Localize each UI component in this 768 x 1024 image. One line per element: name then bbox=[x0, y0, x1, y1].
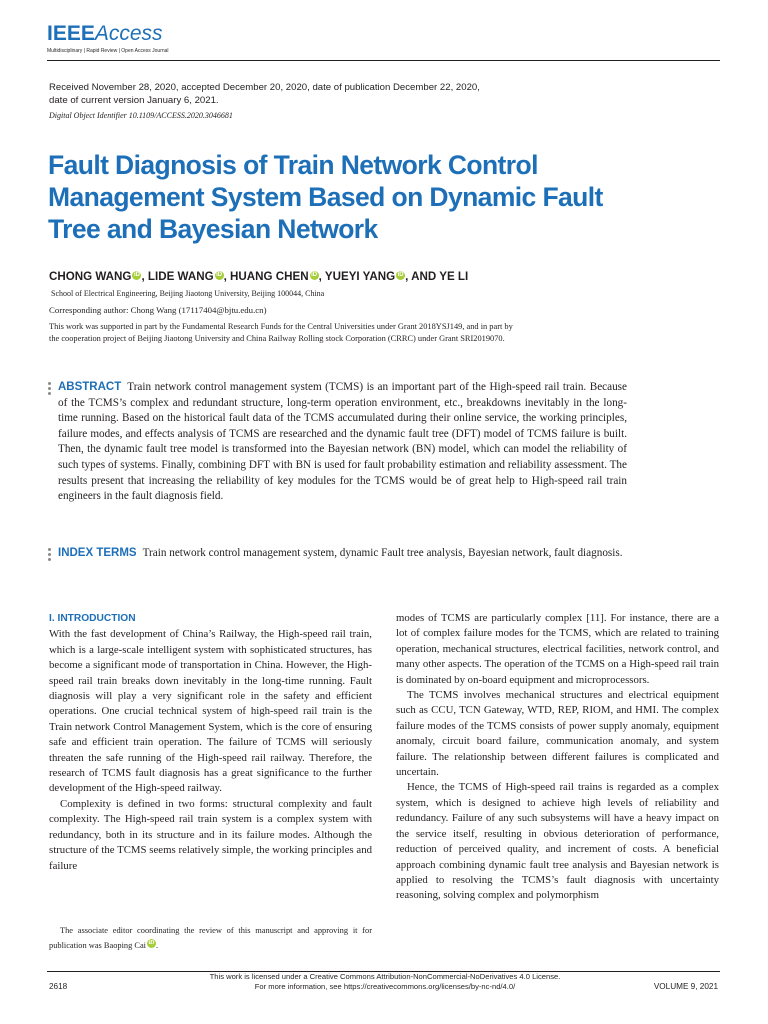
abstract-marker bbox=[48, 382, 51, 397]
license-notice bbox=[150, 972, 620, 991]
author-name: , HUANG CHEN bbox=[223, 270, 309, 283]
paragraph: modes of TCMS are particularly complex [11]. For instance, there are a lot of complex failure modes for the TCMS, which are related to training operation, mechanical structures, electrical facilities, network control, and many other aspects. The operation of the TCMS on a High-speed rail train is dominated by on-board equipment and microprocessors. bbox=[396, 612, 719, 686]
journal-logo bbox=[47, 22, 187, 58]
logo-tagline: Multidisciplinary | Rapid Review | Open Access Journal bbox=[47, 48, 169, 54]
paragraph: With the fast development of China’s Railway, the High-speed rail train, which is a large-scale intelligent system with sophisticated structures, has become a significant mode of transportation in China. However, the High-speed rail train breaks down inevitably in the long-time running. Fault diagnosis will play a very significant role in the safety and efficient operations. One crucial technical system of high-speed rail train is the Train network Control Management System, which is the core of ensuring safe and efficient train operation. The failure of TCMS will seriously threaten the safe running of the High-speed rail railway. Therefore, the research of TCMS fault diagnosis has a great significance to the further development of the High-speed railway. bbox=[49, 628, 372, 795]
index-terms-label: INDEX TERMS bbox=[58, 547, 137, 559]
footnote-end: . bbox=[156, 940, 159, 950]
orcid-icon[interactable]: iD bbox=[133, 272, 140, 278]
logo-ieee-text: IEEE bbox=[47, 22, 95, 45]
footnote-text: The associate editor coordinating the review of this manuscript and approving it for publication was Baoping Cai bbox=[49, 926, 372, 950]
title-line-1: Fault Diagnosis of Train Network Control bbox=[48, 150, 538, 180]
logo-access-text: Access bbox=[94, 22, 163, 45]
index-terms-text: Train network control management system, dynamic Fault tree analysis, Bayesian network, fault diagnosis. bbox=[142, 547, 623, 559]
funding-line-2: the cooperation project of Beijing Jiaotong University and China Railway Rolling stock Corporation (CRRC) under Grant SRI2019070. bbox=[49, 333, 505, 343]
orcid-icon[interactable]: iD bbox=[216, 272, 223, 278]
funding-note bbox=[49, 321, 649, 344]
license-line-1: This work is licensed under a Creative Commons Attribution-NonCommercial-NoDerivatives 4.0 License. bbox=[209, 972, 561, 981]
paragraph: Hence, the TCMS of High-speed rail trains is regarded as a complex system, which is designed to achieve high levels of reliability and redundancy. Failure of any such subsystems will have a heavy impact on the service itself, resulting in obvious deterioration of performance, reduction of perceived quality, and increment of costs. A beneficial approach combining dynamic fault tree analysis and Bayesian network is applied to resolving the TCMS’s fault diagnosis with uncertainty reasoning, solving complex and polymorphism bbox=[396, 781, 719, 902]
abstract-text: Train network control management system (TCMS) is an important part of the High-speed rail train. Because of the TCMS’s complex and redundant structure, long-term operation environment, etc., breakdowns inevitably in the long-time running. Based on the historical fault data of the TCMS accumulated during their online service, the working principles, failure modes, and effects analysis of TCMS are researched and the dynamic fault tree (DFT) model of TCMS failure is built. Then, the dynamic fault tree model is transformed into the Bayesian network (BN) model, which can model the reliability of such types of systems. Finally, combining DFT with BN is used for fault probability estimation and reliability assessment. The results present that increasing the reliability of key modules for the TCMS would be of great help to High-speed rail train engineers in the fault diagnosis field. bbox=[58, 381, 627, 503]
title-line-2: Management System Based on Dynamic Fault bbox=[48, 182, 603, 212]
index-terms-marker bbox=[48, 548, 51, 563]
affiliation: School of Electrical Engineering, Beijing Jiaotong University, Beijing 100044, China bbox=[51, 289, 325, 298]
paragraph: Complexity is defined in two forms: structural complexity and fault complexity. The High-speed rail train system is a complex system with redundancy, both in its structure and in its failure modes. Although the structure of the TCMS seems relatively simple, the working principles and failure bbox=[49, 797, 372, 872]
header-rule bbox=[47, 60, 720, 61]
left-column bbox=[49, 611, 372, 874]
corresponding-author: Corresponding author: Chong Wang (17117404@bjtu.edu.cn) bbox=[49, 305, 267, 315]
doi: Digital Object Identifier 10.1109/ACCESS.2020.3046681 bbox=[49, 111, 233, 120]
dates-line-2: date of current version January 6, 2021. bbox=[49, 94, 219, 106]
index-terms bbox=[58, 546, 627, 562]
author-name: , LIDE WANG bbox=[141, 270, 214, 283]
editor-footnote bbox=[49, 924, 372, 953]
volume-label: VOLUME 9, 2021 bbox=[653, 982, 718, 991]
author-name: CHONG WANG bbox=[49, 270, 132, 283]
paper-title bbox=[48, 149, 668, 245]
orcid-icon[interactable]: iD bbox=[311, 272, 318, 278]
paragraph: The TCMS involves mechanical structures and electrical equipment such as CCU, TCN Gateway, WTD, REP, RIOM, and HMI. The complex failure modes of the TCMS consists of power supply anomaly, equipment anomaly, circuit board failure, communication anomaly, and system failure. The relationship between different failures is complicated and uncertain. bbox=[396, 689, 719, 779]
dates-line-1: Received November 28, 2020, accepted December 20, 2020, date of publication December 22, 2020, bbox=[49, 82, 480, 93]
funding-line-1: This work was supported in part by the Fundamental Research Funds for the Central Universities under Grant 2018YSJ149, and in part by bbox=[49, 322, 513, 331]
author-name: , YUEYI YANG bbox=[318, 270, 396, 283]
abstract bbox=[58, 380, 627, 505]
orcid-icon[interactable]: iD bbox=[397, 272, 404, 278]
publication-dates bbox=[49, 82, 609, 107]
abstract-label: ABSTRACT bbox=[58, 381, 122, 393]
orcid-icon[interactable]: iD bbox=[148, 939, 155, 946]
author-list bbox=[49, 270, 468, 283]
page-number: 2618 bbox=[49, 982, 68, 991]
section-heading: I. INTRODUCTION bbox=[49, 613, 136, 624]
license-line-2[interactable]: For more information, see https://creativecommons.org/licenses/by-nc-nd/4.0/ bbox=[254, 981, 516, 991]
title-line-3: Tree and Bayesian Network bbox=[48, 214, 378, 244]
right-column bbox=[396, 611, 719, 904]
author-name: , AND YE LI bbox=[405, 270, 469, 283]
